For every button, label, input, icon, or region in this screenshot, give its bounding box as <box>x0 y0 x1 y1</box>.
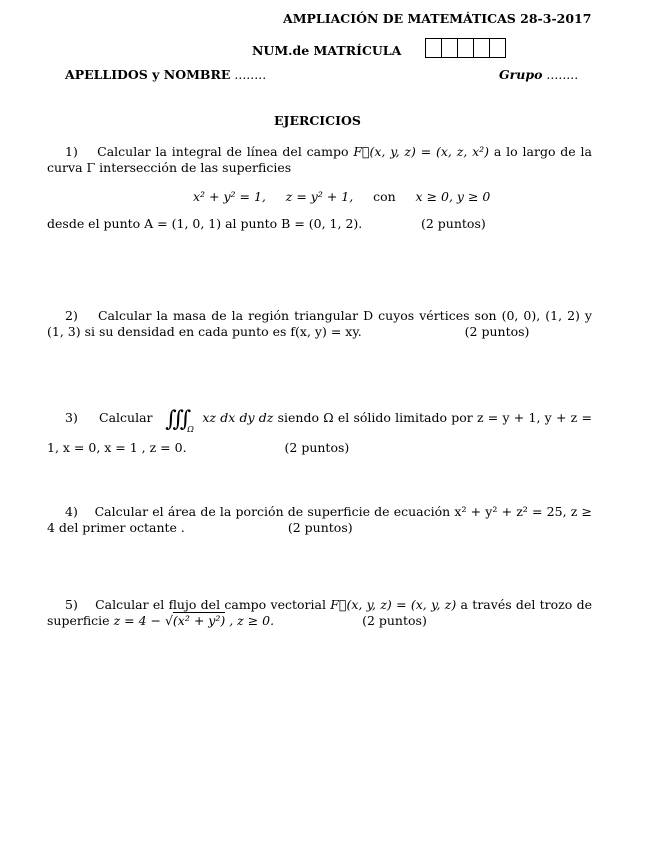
vector-field: F⃗(x, y, z) = (x, y, z) <box>330 597 457 612</box>
surface-radicand: (x² + y²) <box>172 613 226 628</box>
matricula-boxes[interactable] <box>425 38 505 58</box>
matricula-box[interactable] <box>489 38 506 58</box>
exercise-text: Calcular la integral de línea del campo <box>97 144 349 159</box>
exercise-points: (2 puntos) <box>421 216 486 231</box>
exercise-text: Calcular el área de la porción de superficie de ecuación x² + y² + z² = 25, z ≥ 4 del primer octante . <box>47 504 592 535</box>
name-row <box>65 67 266 82</box>
exercise-1-equation <box>193 189 490 204</box>
equation-part: x² + y² = 1, <box>193 189 266 204</box>
matricula-box[interactable] <box>457 38 474 58</box>
section-title: EJERCICIOS <box>274 113 361 128</box>
exercise-number: 4) <box>65 504 78 519</box>
equation-part: z = y² + 1, <box>285 189 354 204</box>
group-row <box>499 67 578 82</box>
exercise-1-endpoints: desde el punto A = (1, 0, 1) al punto B = (0, 1, 2). <box>47 216 363 231</box>
matricula-label: NUM.de MATRÍCULA <box>252 43 402 58</box>
exercise-1 <box>47 144 592 176</box>
matricula-box[interactable] <box>473 38 490 58</box>
exercise-text: Calcular <box>99 410 153 425</box>
equation-part: con <box>373 189 396 204</box>
exercise-text: Calcular la masa de la región triangular D cuyos vértices son (0, 0), (1, 2) y (1, 3) si su densidad en cada punto es f(x, y) = xy. <box>47 308 592 339</box>
exam-title: AMPLIACIÓN DE MATEMÁTICAS 28-3-2017 <box>283 11 592 26</box>
integrand: xz dx dy dz <box>202 410 274 425</box>
exercise-4 <box>47 504 592 536</box>
exercise-number: 2) <box>65 308 78 323</box>
group-label: Grupo <box>499 67 543 82</box>
integral-domain: Ω <box>187 424 194 434</box>
exercise-number: 1) <box>65 144 78 159</box>
name-label: APELLIDOS y NOMBRE <box>65 67 231 82</box>
vector-field: F⃗(x, y, z) = (x, z, x²) <box>353 144 490 159</box>
exercise-5 <box>47 597 592 629</box>
exercise-text: a lo largo de la curva Γ intersección de las superficies <box>47 144 592 175</box>
matricula-box[interactable] <box>425 38 442 58</box>
surface-rhs: , z ≥ 0. <box>229 613 275 628</box>
exercise-points: (2 puntos) <box>362 613 427 628</box>
equation-part: x ≥ 0, y ≥ 0 <box>415 189 491 204</box>
surface-lhs: z = 4 − √ <box>113 613 173 628</box>
name-dots[interactable]: ........ <box>234 67 267 82</box>
group-dots[interactable]: ........ <box>546 67 579 82</box>
exercise-2 <box>47 308 592 340</box>
matricula-box[interactable] <box>441 38 458 58</box>
exercise-3 <box>47 404 592 460</box>
exercise-points: (2 puntos) <box>284 439 350 455</box>
exercise-points: (2 puntos) <box>464 324 530 339</box>
exercise-number: 5) <box>65 597 78 612</box>
exercise-number: 3) <box>65 410 78 425</box>
exercise-text: Calcular el flujo del campo vectorial <box>95 597 326 612</box>
exercise-text: a través del trozo de superficie <box>47 597 592 628</box>
exercise-points: (2 puntos) <box>287 520 353 535</box>
exercise-text: siendo Ω el sólido limitado por z = y + 1, y + z = 1, x = 0, x = 1 , z = 0. <box>47 410 592 455</box>
triple-integral-icon: ∭ <box>165 407 186 432</box>
